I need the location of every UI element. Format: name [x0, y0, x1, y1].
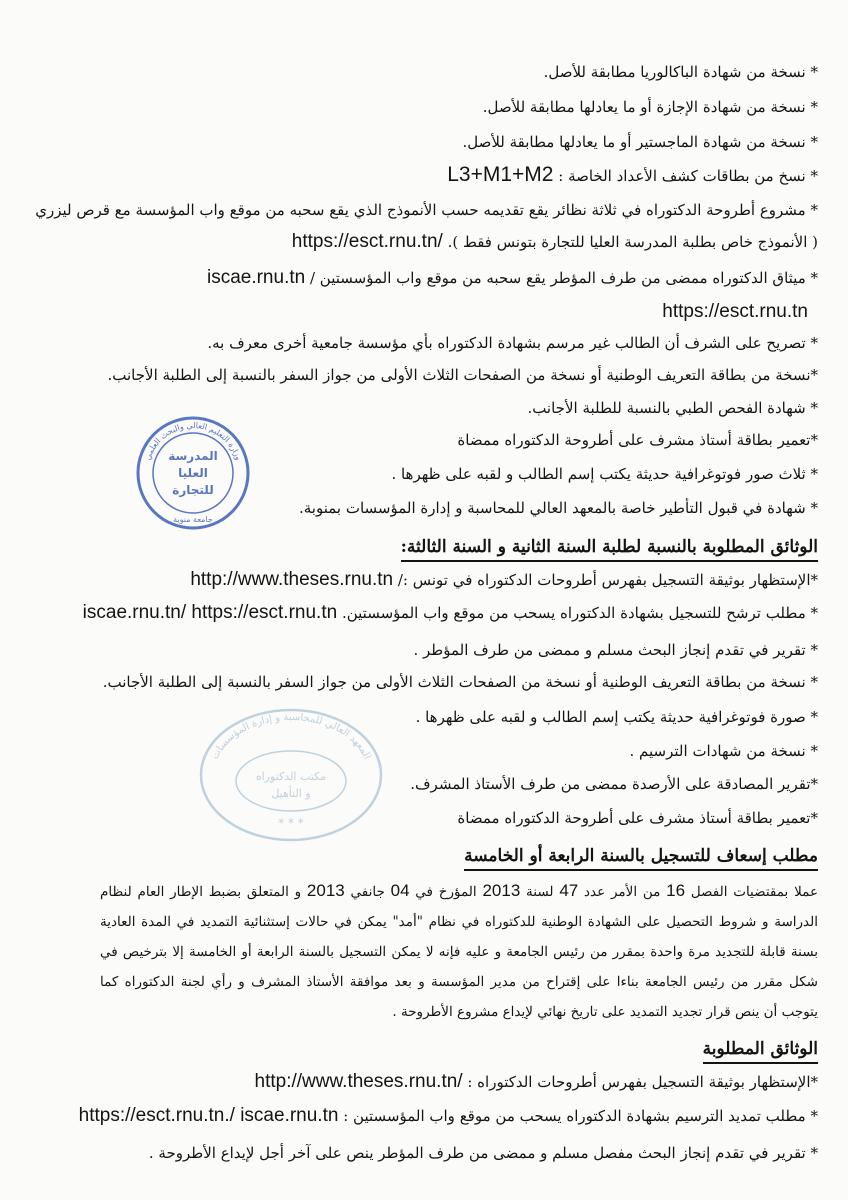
list-item: ( الأنموذج خاص بطلبة المدرسة العليا للتجارة بتونس فقط ). https://esct.rnu.tn/: [291, 232, 818, 252]
section-heading: الوثائق المطلوبة بالنسبة لطلبة السنة الثانية و السنة الثالثة:: [401, 536, 818, 562]
url-link: http://www.theses.rnu.tn/: [254, 1072, 463, 1092]
regulation-paragraph: عملا بمقتضيات الفصل 16 من الأمر عدد 47 لسنة 2013 المؤرخ في 04 جانفي 2013 و المتعلق بضبط الإطار العام لنظام الدراسة و شروط التحصيل على الشهادة الوطنية للدكتوراه في نظام "أمد" يمكن في حالات إستثنائية التمديد في المدة العادية بسنة قابلة للتجديد مرة واحدة بمقرر من رئيس الجامعة و عليه فإنه لا يمكن التسجيل بالسنة الرابعة أو الخامسة إلا بترخيص في شكل مقرر من رئيس الجامعة بناءا على إقتراح من مدير المؤسسة و بعد موافقة الأستاذ المشرف و رأي لجنة الدكتوراه كما يتوجب أن ينص قرار تجديد التمديد على تاريخ نهائي لإيداع مشروع الأطروحة .: [100, 881, 818, 1020]
list-item: * مشروع أطروحة الدكتوراه في ثلاثة نظائر يقع تقديمه حسب الأنموذج الذي يقع سحبه من موقع واب المؤسسة مع قرص ليزري: [35, 201, 818, 219]
section-heading: الوثائق المطلوبة: [703, 1038, 818, 1064]
stamp-ring-top: المعهد العالي للمحاسبة و إدارة المؤسسات: [209, 711, 373, 762]
svg-text:* * *: * * *: [278, 816, 304, 830]
list-item: * مطلب ترشح للتسجيل بشهادة الدكتوراه يسحب من موقع واب المؤسستين. iscae.rnu.tn/ https://esct.rnu.tn: [82, 603, 818, 623]
seal-line: العليا: [178, 466, 208, 480]
list-item: * تقرير في تقدم إنجاز البحث مسلم و ممضى من طرف المؤطر .: [413, 641, 818, 659]
url-link: https://esct.rnu.tn: [662, 302, 808, 322]
list-item: * مطلب تمديد الترسيم بشهادة الدكتوراه يسحب من موقع واب المؤسستين : https://esct.rnu.tn./ iscae.rnu.tn: [78, 1106, 818, 1126]
list-item: * تقرير في تقدم إنجاز البحث مفصل مسلم و ممضى من طرف المؤطر ينص على آخر أجل لإيداع الأطروحة .: [148, 1144, 818, 1162]
list-item: * صورة فوتوغرافية حديثة يكتب إسم الطالب و لقبه على ظهرها .: [415, 708, 818, 726]
url-link: iscae.rnu.tn/ https://esct.rnu.tn: [82, 603, 338, 623]
list-item: *تقرير المصادقة على الأرصدة ممضى من طرف الأستاذ المشرف.: [410, 775, 818, 793]
seal-line: المدرسة: [168, 449, 218, 463]
list-item: *الإستظهار بوثيقة التسجيل بفهرس أطروحات الدكتوراه : http://www.theses.rnu.tn/: [254, 1072, 818, 1092]
list-item: * نسخة من بطاقة التعريف الوطنية أو نسخة من الصفحات الثلاث الأولى من جواز السفر بالنسبة إلى الطلبة الأجانب.: [102, 673, 818, 691]
list-item: [24, 302, 808, 322]
url-link: iscae.rnu.tn: [206, 268, 306, 288]
list-item: *تعمير بطاقة أستاذ مشرف على أطروحة الدكتوراه ممضاة: [457, 809, 818, 827]
url-link: http://www.theses.rnu.tn: [190, 570, 394, 590]
doctorate-office-stamp: [196, 705, 386, 845]
list-item: *نسخة من بطاقة التعريف الوطنية أو نسخة من الصفحات الثلاث الأولى من جواز السفر بالنسبة إلى الطلبة الأجانب.: [107, 366, 818, 384]
list-item: *الإستظهار بوثيقة التسجيل بفهرس أطروحات الدكتوراه في تونس :/ http://www.theses.rnu.tn: [190, 570, 818, 590]
list-item: * نسخة من شهادة الباكالوريا مطابقة للأصل.: [543, 63, 818, 81]
list-item: *تعمير بطاقة أستاذ مشرف على أطروحة الدكتوراه ممضاة: [457, 431, 818, 449]
list-item: * نسخ من بطاقات كشف الأعداد الخاصة : L3+M1+M2: [447, 165, 818, 186]
school-seal-stamp: [134, 412, 252, 534]
url-link: https://esct.rnu.tn/: [291, 232, 443, 252]
stamp-line: مكتب الدكتوراه: [255, 770, 327, 783]
seal-ring-bottom: جامعة منوبة: [173, 515, 213, 524]
url-link: https://esct.rnu.tn./ iscae.rnu.tn: [78, 1106, 339, 1126]
list-item: * شهادة الفحص الطبي بالنسبة للطلبة الأجانب.: [527, 399, 818, 417]
list-item: * نسخة من شهادة الإجازة أو ما يعادلها مطابقة للأصل.: [482, 98, 818, 116]
seal-line: للتجارة: [172, 483, 214, 497]
list-item: * تصريح على الشرف أن الطالب غير مرسم بشهادة الدكتوراه بأي مؤسسة جامعية أخرى معرف به.: [207, 334, 818, 352]
list-item: * ميثاق الدكتوراه ممضى من طرف المؤطر يقع سحبه من موقع واب المؤسستين / iscae.rnu.tn: [206, 268, 818, 288]
list-item: * نسخة من شهادات الترسيم .: [629, 742, 818, 760]
stamp-line: و التأهيل: [271, 787, 311, 800]
level-codes: L3+M1+M2: [447, 165, 554, 186]
list-item: * شهادة في قبول التأطير خاصة بالمعهد العالي للمحاسبة و إدارة المؤسسات بمنوبة.: [298, 499, 818, 517]
list-item: * ثلاث صور فوتوغرافية حديثة يكتب إسم الطالب و لقبه على ظهرها .: [391, 465, 818, 483]
section-heading: مطلب إسعاف للتسجيل بالسنة الرابعة أو الخامسة: [464, 845, 818, 871]
list-item: * نسخة من شهادة الماجستير أو ما يعادلها مطابقة للأصل.: [462, 133, 818, 151]
svg-text:المعهد العالي للمحاسبة و إدارة: [210, 712, 373, 761]
seal-ring-top: وزارة التعليم العالي والبحث العلمي: [143, 420, 243, 462]
